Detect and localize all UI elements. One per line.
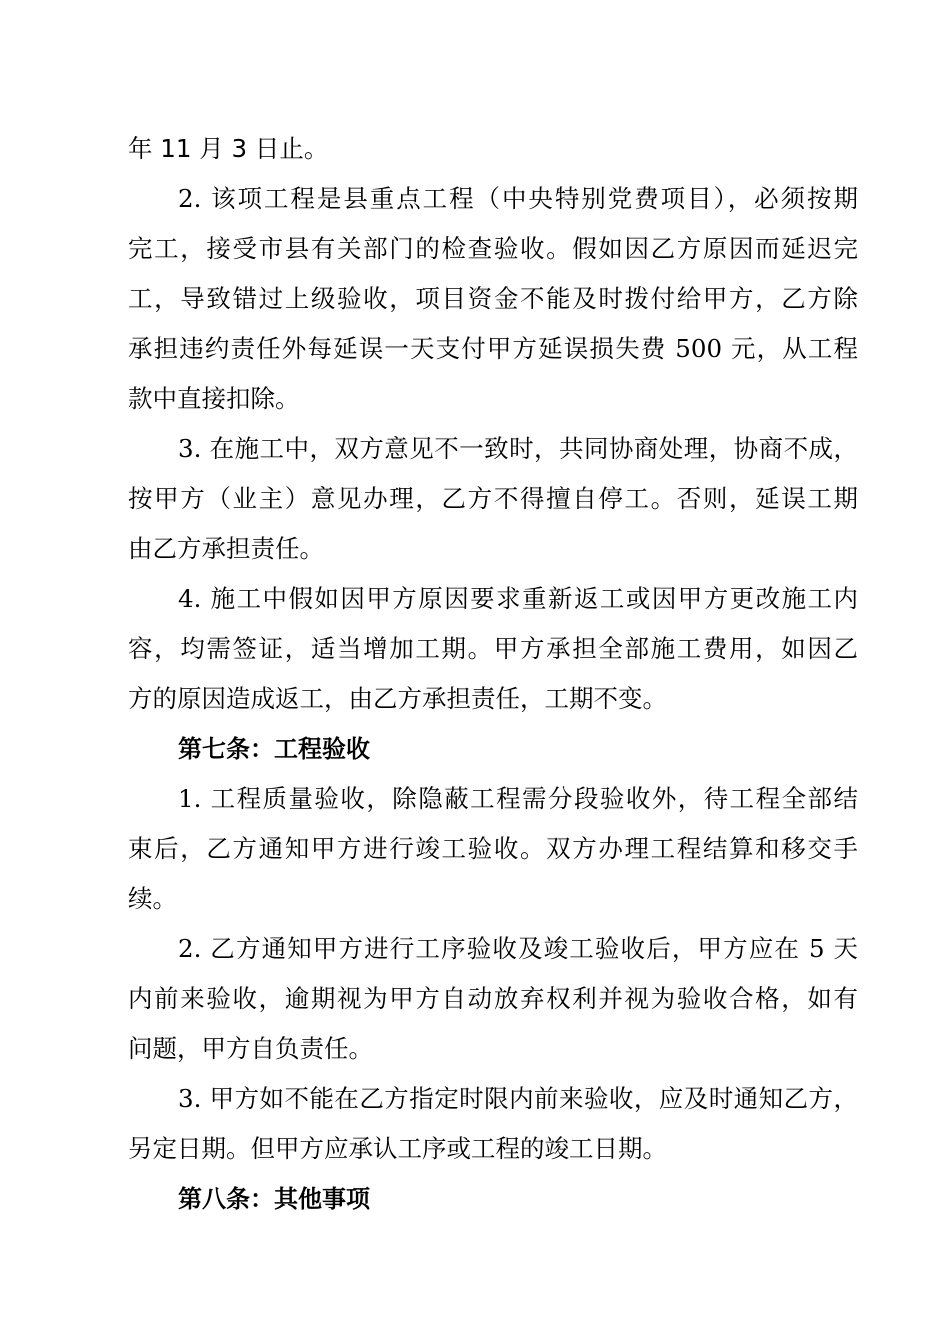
text-line: 2. 乙方通知甲方进行工序验收及竣工验收后，甲方应在 5 天 [178,934,858,963]
text-line: 3. 在施工中，双方意见不一致时，共同协商处理，协商不成， [178,434,858,463]
text-line: 2. 该项工程是县重点工程（中央特别党费项目），必须按期 [178,184,858,213]
text-line: 续。 [128,884,177,913]
text-line: 束后，乙方通知甲方进行竣工验收。双方办理工程结算和移交手 [128,834,858,863]
text-line: 承担违约责任外每延误一天支付甲方延误损失费 500 元，从工程 [128,334,858,363]
text-line: 由乙方承担责任。 [128,534,324,563]
text-line: 1. 工程质量验收，除隐蔽工程需分段验收外，待工程全部结 [178,784,858,813]
text-line: 完工，接受市县有关部门的检查验收。假如因乙方原因而延迟完 [128,234,858,263]
text-line: 另定日期。但甲方应承认工序或工程的竣工日期。 [128,1134,667,1163]
text-line: 工，导致错过上级验收，项目资金不能及时拨付给甲方，乙方除 [128,284,858,313]
text-line: 方的原因造成返工，由乙方承担责任，工期不变。 [128,684,667,713]
section-heading: 第八条：其他事项 [178,1185,370,1213]
text-line: 按甲方（业主）意见办理，乙方不得擅自停工。否则，延误工期 [128,484,858,513]
text-line: 款中直接扣除。 [128,384,300,413]
text-line: 问题，甲方自负责任。 [128,1034,373,1063]
text-line: 4. 施工中假如因甲方原因要求重新返工或因甲方更改施工内 [178,584,858,613]
text-line: 内前来验收，逾期视为甲方自动放弃权利并视为验收合格，如有 [128,984,858,1013]
document-page [128,124,858,1224]
text-line: 年 11 月 3 日止。 [128,134,329,163]
section-heading: 第七条：工程验收 [178,735,370,763]
text-line: 3. 甲方如不能在乙方指定时限内前来验收，应及时通知乙方， [178,1084,858,1113]
text-line: 容，均需签证，适当增加工期。甲方承担全部施工费用，如因乙 [128,634,858,663]
